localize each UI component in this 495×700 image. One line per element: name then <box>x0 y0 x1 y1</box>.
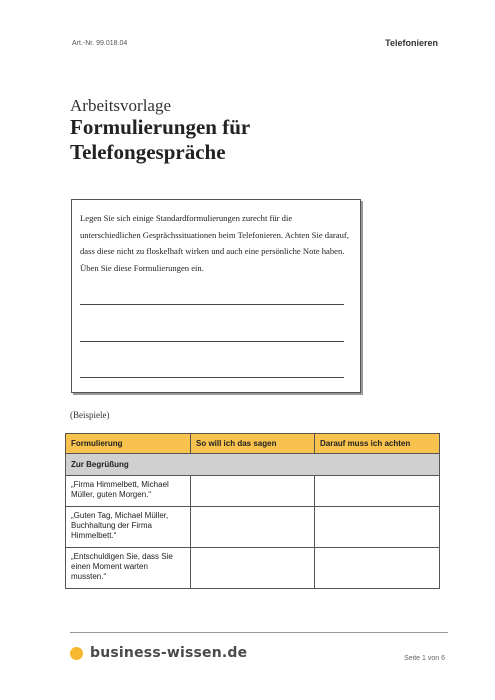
header-formulierung: Formulierung <box>66 434 191 454</box>
writing-line-3[interactable] <box>80 377 344 378</box>
table-section-row <box>66 454 440 476</box>
title-line-1: Formulierungen für <box>70 115 251 139</box>
table-row <box>66 548 440 589</box>
examples-table <box>65 433 440 589</box>
phrase-cell: „Guten Tag, Michael Müller, Buchhaltung der Firma Himmelbett.“ <box>66 507 191 548</box>
header-darauf-achten: Darauf muss ich achten <box>315 434 440 454</box>
brand-logo[interactable] <box>70 645 247 661</box>
document-title <box>70 115 250 165</box>
writing-line-1[interactable] <box>80 304 344 305</box>
table-row <box>66 476 440 507</box>
title-line-2: Telefongespräche <box>70 140 226 164</box>
section-label: Zur Begrüßung <box>66 454 440 476</box>
brand-dot-icon <box>70 647 83 660</box>
table-row <box>66 507 440 548</box>
input-cell[interactable] <box>315 548 440 589</box>
task-box <box>71 199 361 393</box>
footer-divider <box>70 632 448 633</box>
examples-label: (Beispiele) <box>70 410 110 420</box>
input-cell[interactable] <box>191 548 315 589</box>
brand-name: business-wissen.de <box>90 645 248 661</box>
input-cell[interactable] <box>315 476 440 507</box>
page-number: Seite 1 von 6 <box>404 655 445 662</box>
writing-line-2[interactable] <box>80 341 344 342</box>
header-so-will-ich: So will ich das sagen <box>191 434 315 454</box>
phrase-cell: „Firma Himmelbett, Michael Müller, guten Morgen.“ <box>66 476 191 507</box>
table-header-row <box>66 434 440 454</box>
topic-label: Telefonieren <box>385 38 438 48</box>
task-instructions: Legen Sie sich einige Standardformulierungen zurecht für die unterschiedlichen Gesprächssituationen beim Telefonieren. Achten Sie darauf, dass diese nicht zu floskelhaft wirken und auch eine persönliche Note haben. Üben Sie diese Formulierungen ein. <box>80 213 349 273</box>
article-number: Art.-Nr. 99.018.04 <box>72 40 128 47</box>
input-cell[interactable] <box>191 507 315 548</box>
document-kicker: Arbeitsvorlage <box>70 96 172 115</box>
input-cell[interactable] <box>191 476 315 507</box>
phrase-cell: „Entschuldigen Sie, dass Sie einen Moment warten mussten.“ <box>66 548 191 589</box>
input-cell[interactable] <box>315 507 440 548</box>
